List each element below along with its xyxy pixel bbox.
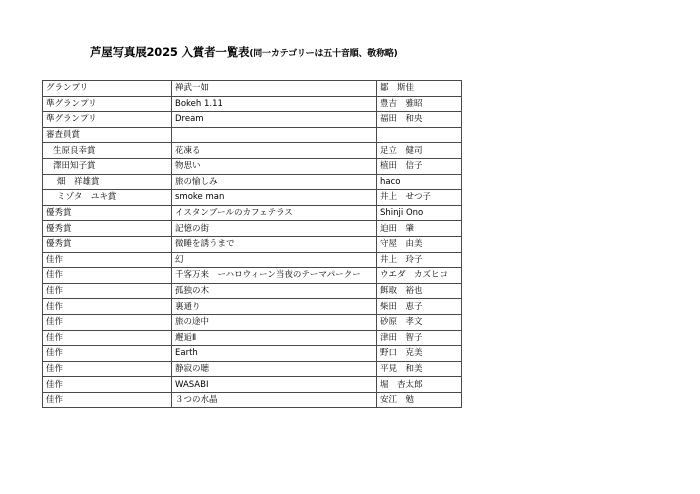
- name-cell: 鄒 斯佳: [377, 81, 462, 97]
- table-row: [43, 174, 462, 190]
- name-cell: 砂原 孝文: [377, 314, 462, 330]
- award-cell: 佳作: [43, 252, 172, 268]
- title-cell: 裏通り: [172, 299, 377, 315]
- title-cell: 禅武一如: [172, 81, 377, 97]
- name-cell: 守屋 由美: [377, 236, 462, 252]
- award-cell: 佳作: [43, 377, 172, 393]
- table-row: [43, 361, 462, 377]
- name-cell: 平見 和美: [377, 361, 462, 377]
- table-row: [43, 190, 462, 206]
- table-row: [43, 377, 462, 393]
- name-cell: 津田 智子: [377, 330, 462, 346]
- table-row: [43, 252, 462, 268]
- award-cell: 優秀賞: [43, 205, 172, 221]
- name-cell: 餌取 裕也: [377, 283, 462, 299]
- title-cell: 千客万来 ーハロウィーン当夜のテーマパークー: [172, 268, 377, 284]
- award-cell: 澤田知子賞: [43, 158, 172, 174]
- name-cell: 植田 信子: [377, 158, 462, 174]
- table-row: [43, 283, 462, 299]
- name-cell: 井上 せつ子: [377, 190, 462, 206]
- title-cell: 旅の愉しみ: [172, 174, 377, 190]
- award-cell: グランプリ: [43, 81, 172, 97]
- table-row: [43, 158, 462, 174]
- title-cell: イスタンブールのカフェテラス: [172, 205, 377, 221]
- award-cell: 優秀賞: [43, 236, 172, 252]
- title-main: 芦屋写真展2025 入賞者一覧表: [90, 45, 250, 59]
- award-cell: 準グランプリ: [43, 96, 172, 112]
- name-cell: 野口 克美: [377, 346, 462, 362]
- award-cell: 佳作: [43, 346, 172, 362]
- table-row: [43, 314, 462, 330]
- table-row: [43, 112, 462, 128]
- table-row: [43, 81, 462, 97]
- name-cell: [377, 127, 462, 143]
- page-title: [90, 44, 398, 60]
- award-cell: 佳作: [43, 392, 172, 408]
- award-cell: 生原良幸賞: [43, 143, 172, 159]
- award-cell: 審査員賞: [43, 127, 172, 143]
- award-cell: ミゾタ ユキ賞: [43, 190, 172, 206]
- table-row: [43, 346, 462, 362]
- title-cell: 物思い: [172, 158, 377, 174]
- name-cell: 足立 健司: [377, 143, 462, 159]
- title-cell: 邂逅Ⅱ: [172, 330, 377, 346]
- title-cell: Earth: [172, 346, 377, 362]
- name-cell: 豊吉 雅昭: [377, 96, 462, 112]
- winners-table-body: [43, 81, 462, 408]
- title-cell: [172, 127, 377, 143]
- award-cell: 畑 祥雄賞: [43, 174, 172, 190]
- award-cell: 準グランプリ: [43, 112, 172, 128]
- table-row: [43, 143, 462, 159]
- name-cell: 堀 杏太郎: [377, 377, 462, 393]
- name-cell: Shinji Ono: [377, 205, 462, 221]
- name-cell: haco: [377, 174, 462, 190]
- name-cell: 井上 玲子: [377, 252, 462, 268]
- table-row: [43, 299, 462, 315]
- award-cell: 優秀賞: [43, 221, 172, 237]
- title-cell: 記憶の街: [172, 221, 377, 237]
- title-cell: 旅の途中: [172, 314, 377, 330]
- award-cell: 佳作: [43, 299, 172, 315]
- title-cell: 幻: [172, 252, 377, 268]
- award-cell: 佳作: [43, 330, 172, 346]
- name-cell: 福田 和央: [377, 112, 462, 128]
- table-row: [43, 268, 462, 284]
- title-cell: smoke man: [172, 190, 377, 206]
- title-cell: 微睡を誘うまで: [172, 236, 377, 252]
- award-cell: 佳作: [43, 361, 172, 377]
- title-cell: 静寂の聴: [172, 361, 377, 377]
- title-cell: 孤独の木: [172, 283, 377, 299]
- title-cell: Bokeh 1.11: [172, 96, 377, 112]
- table-row: [43, 236, 462, 252]
- title-cell: WASABI: [172, 377, 377, 393]
- award-cell: 佳作: [43, 268, 172, 284]
- table-row: [43, 96, 462, 112]
- table-row: [43, 127, 462, 143]
- name-cell: 柴田 恵子: [377, 299, 462, 315]
- table-row: [43, 392, 462, 408]
- table-row: [43, 205, 462, 221]
- award-cell: 佳作: [43, 314, 172, 330]
- name-cell: 迫田 肇: [377, 221, 462, 237]
- table-row: [43, 330, 462, 346]
- winners-table: [42, 80, 462, 408]
- award-cell: 佳作: [43, 283, 172, 299]
- title-cell: Dream: [172, 112, 377, 128]
- title-note: (同一カテゴリーは五十音順、敬称略): [249, 49, 398, 59]
- title-cell: ３つの水晶: [172, 392, 377, 408]
- table-row: [43, 221, 462, 237]
- title-cell: 花凍る: [172, 143, 377, 159]
- name-cell: 安江 勉: [377, 392, 462, 408]
- name-cell: ウエダ カズヒコ: [377, 268, 462, 284]
